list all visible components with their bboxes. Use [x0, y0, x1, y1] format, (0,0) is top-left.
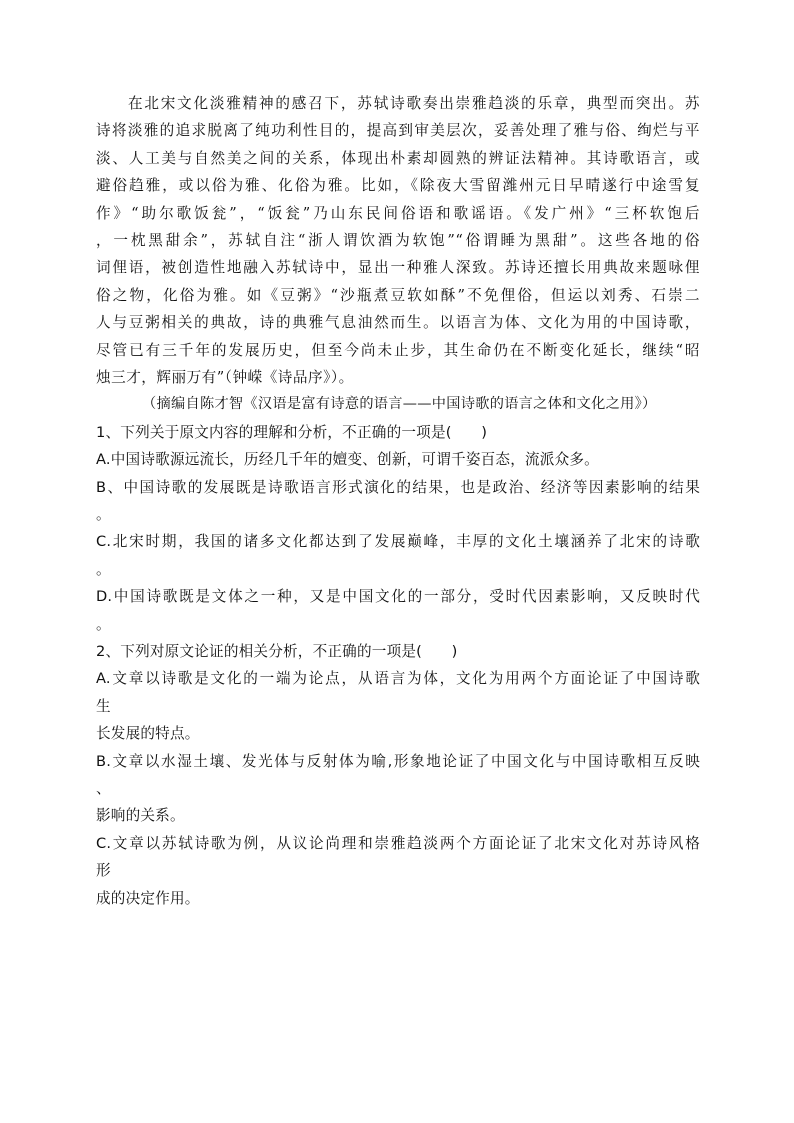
option-a: A.文章以诗歌是文化的一端为论点，从语言为体，文化为用两个方面论证了中国诗歌 [96, 670, 700, 688]
passage-line: ，一枕黑甜余”，苏轼自注“浙人谓饮酒为软饱”“俗谓睡为黑甜”。这些各地的俗 [96, 232, 700, 250]
option-b-tail: 、 [96, 780, 111, 798]
passage [96, 90, 700, 391]
question-1 [96, 419, 700, 638]
passage-line: 烛三才，辉丽万有”（钟嵘《诗品序》）。 [96, 369, 354, 387]
question-stem: 2、下列对原文论证的相关分析，不正确的一项是( ) [96, 643, 458, 661]
option-b-continued: 影响的关系。 [96, 807, 185, 825]
option-c: C.北宋时期，我国的诸多文化都达到了发展巅峰，丰厚的文化土壤涵养了北宋的诗歌 [96, 533, 700, 551]
passage-source: （摘编自陈才智《汉语是富有诗意的语言——中国诗歌的语言之体和文化之用》） [142, 396, 657, 413]
passage-line: 避俗趋雅，或以俗为雅、化俗为雅。比如，《除夜大雪留潍州元日早晴遂行中途雪复 [96, 177, 700, 195]
option-a-tail: 生 [96, 697, 111, 715]
question-2 [96, 638, 700, 912]
passage-line: 词俚语，被创造性地融入苏轼诗中，显出一种雅人深致。苏诗还擅长用典故来题咏俚 [96, 259, 700, 277]
passage-line: 在北宋文化淡雅精神的感召下，苏轼诗歌奏出崇雅趋淡的乐章，典型而突出。苏 [128, 95, 700, 112]
option-b-tail: 。 [96, 506, 111, 524]
option-a: A.中国诗歌源远流长，历经几千年的嬗变、创新，可谓千姿百态，流派众多。 [96, 451, 599, 469]
passage-line: 淡、人工美与自然美之间的关系，体现出朴素却圆熟的辨证法精神。其诗歌语言，或 [96, 149, 700, 167]
option-d: D.中国诗歌既是文体之一种，又是中国文化的一部分，受时代因素影响，又反映时代 [96, 588, 700, 606]
option-b: B.文章以水湿土壤、发光体与反射体为喻,形象地论证了中国文化与中国诗歌相互反映 [96, 752, 700, 770]
option-b: B、中国诗歌的发展既是诗歌语言形式演化的结果，也是政治、经济等因素影响的结果 [96, 478, 700, 496]
option-c: C.文章以苏轼诗歌为例，从议论尚理和崇雅趋淡两个方面论证了北宋文化对苏诗风格 [96, 834, 700, 852]
document-content [96, 90, 700, 912]
question-stem: 1、下列关于原文内容的理解和分析，不正确的一项是( ) [96, 423, 488, 441]
option-c-continued: 成的决定作用。 [96, 889, 200, 907]
passage-line: 尽管已有三千年的发展历史，但至今尚未止步，其生命仍在不断变化延长，继续“昭 [96, 341, 700, 359]
passage-line: 俗之物，化俗为雅。如《豆粥》“沙瓶煮豆软如酥”不免俚俗，但运以刘秀、石崇二 [96, 286, 700, 304]
option-c-tail: 。 [96, 560, 111, 578]
passage-line: 诗将淡雅的追求脱离了纯功利性目的，提高到审美层次，妥善处理了雅与俗、绚烂与平 [96, 122, 700, 140]
passage-line: 人与豆粥相关的典故，诗的典雅气息油然而生。以语言为体、文化为用的中国诗歌， [96, 314, 700, 332]
option-a-continued: 长发展的特点。 [96, 725, 200, 743]
passage-line: 作》“助尔歌饭瓮”，“饭瓮”乃山东民间俗语和歌谣语。《发广州》“三杯软饱后 [96, 204, 700, 222]
option-d-tail: 。 [96, 615, 111, 633]
option-c-tail: 形 [96, 862, 111, 880]
